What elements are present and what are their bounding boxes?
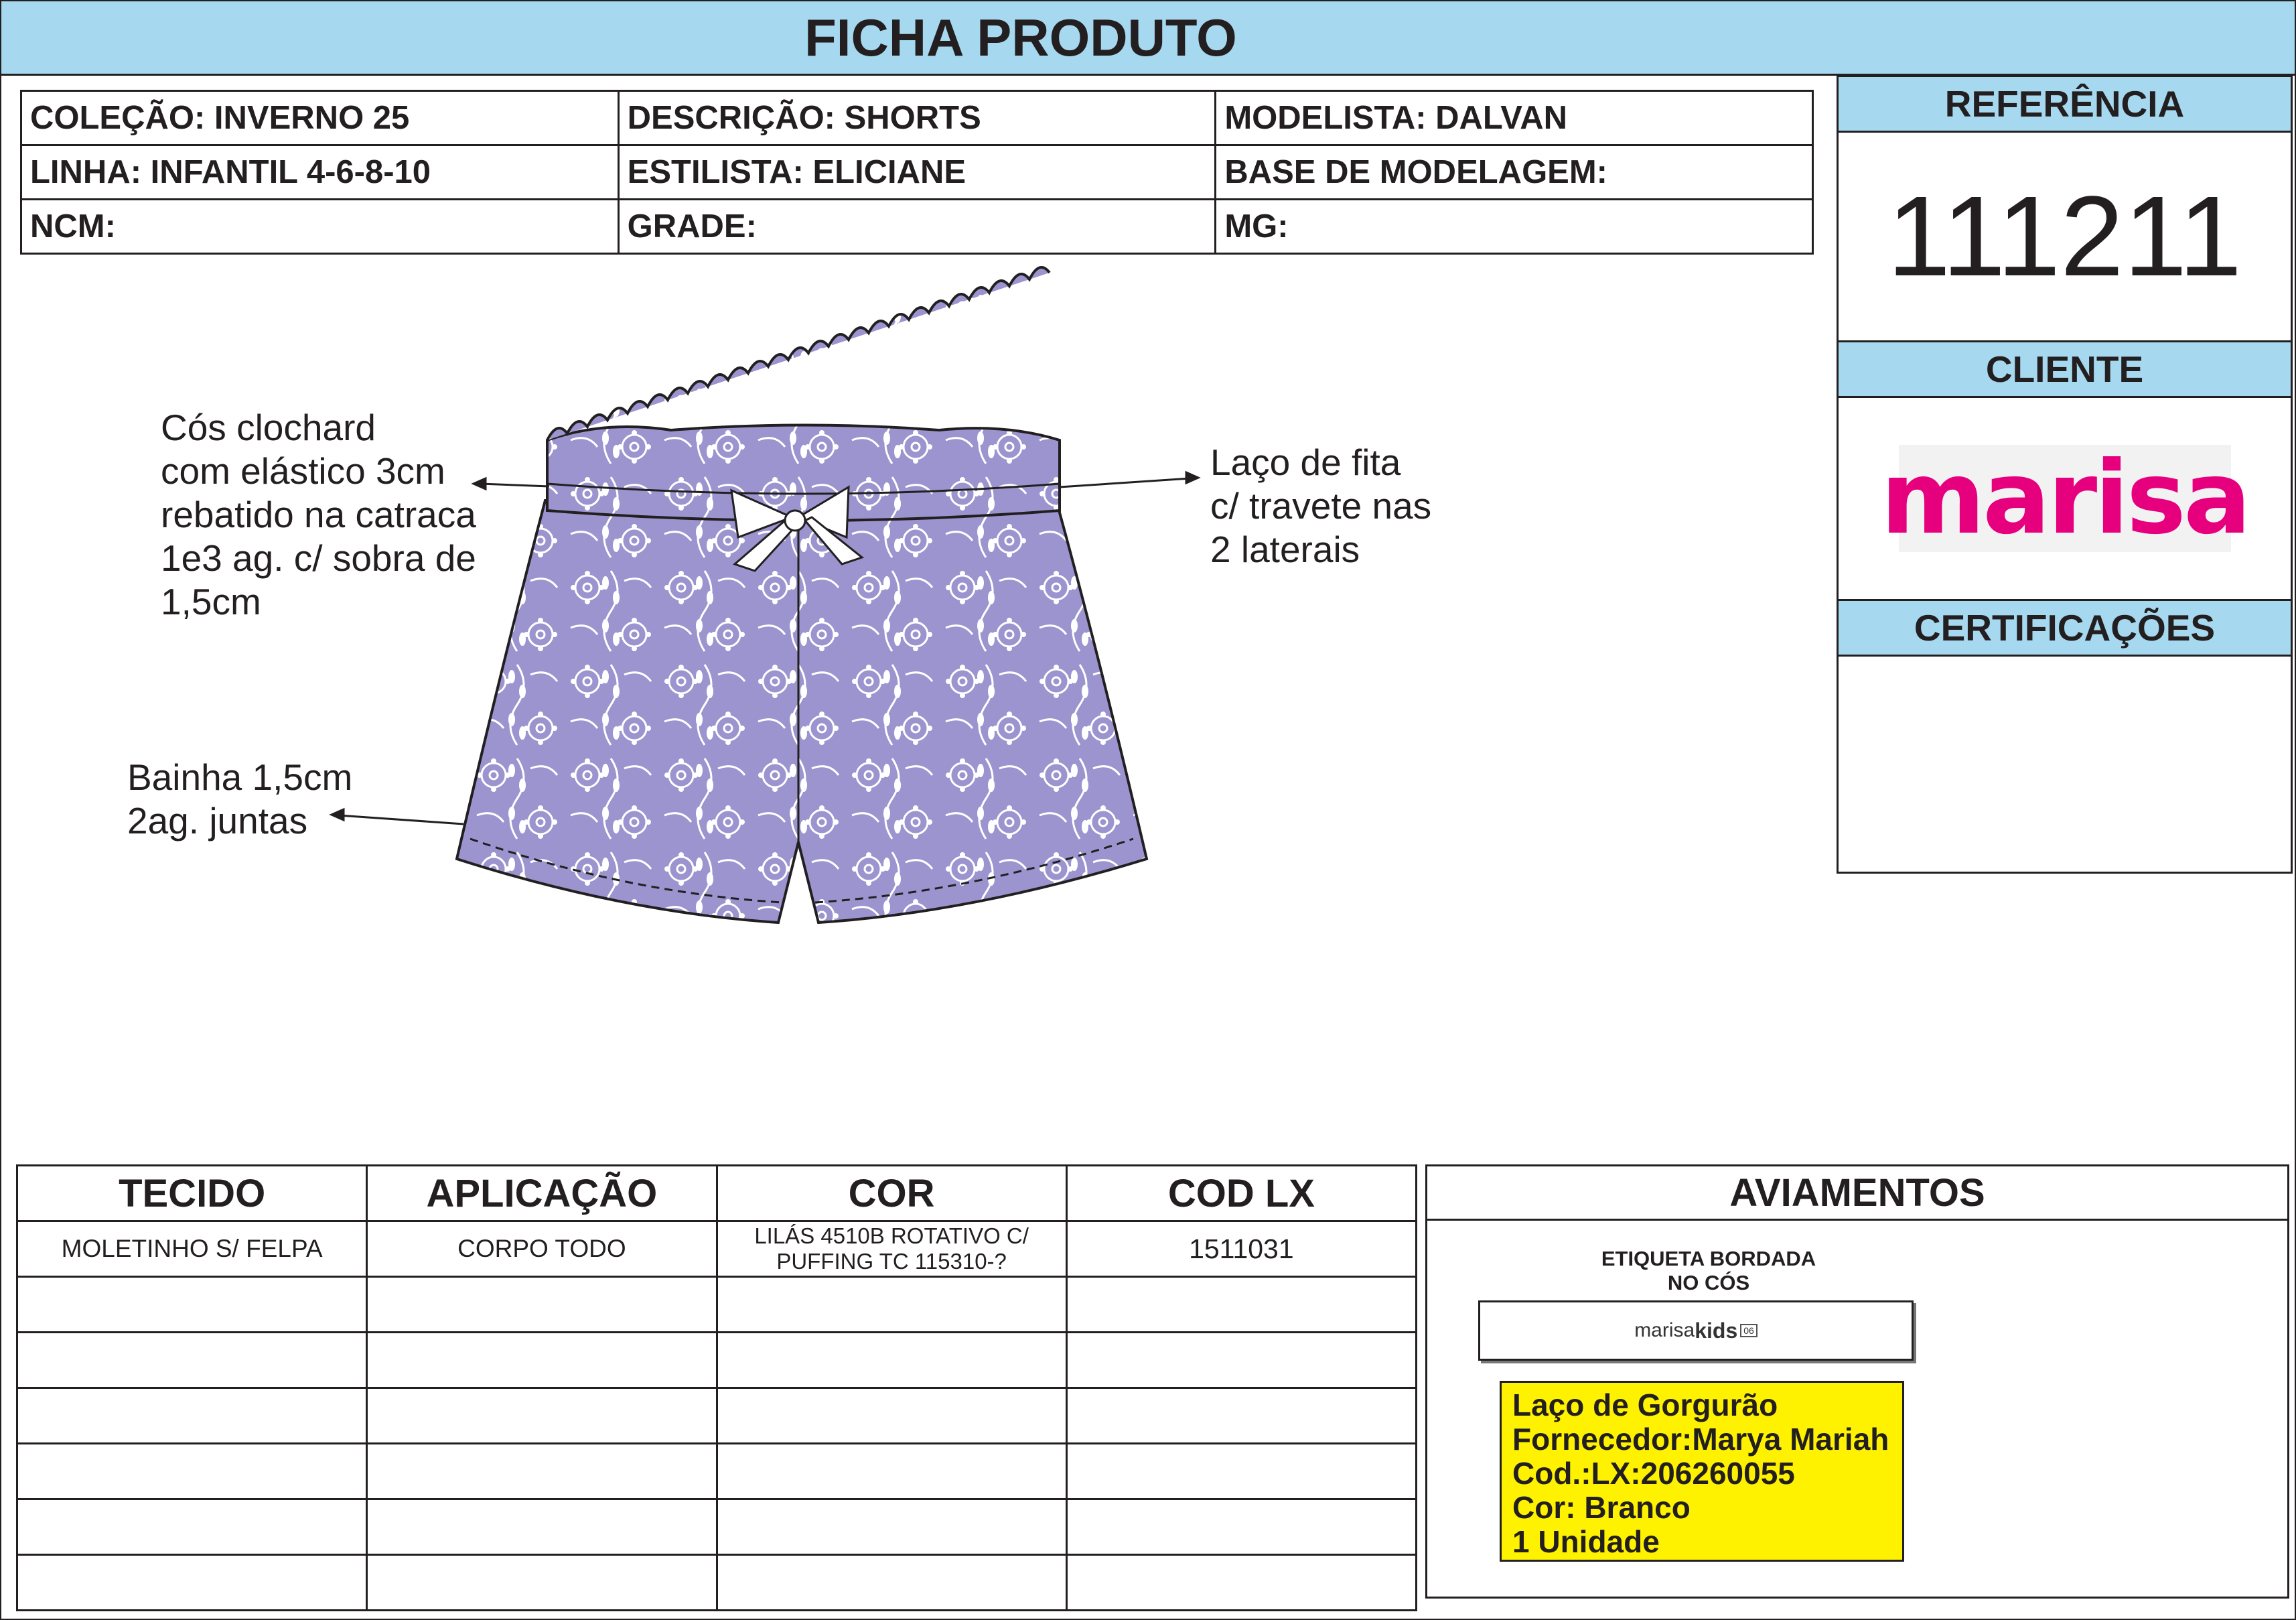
col-cor: COR xyxy=(717,1166,1066,1221)
empty-cell xyxy=(717,1444,1066,1499)
note-cos-clochard: Cós clochard com elástico 3cm rebatido na catraca 1e3 ag. c/ sobra de 1,5cm xyxy=(161,407,476,622)
empty-cell xyxy=(367,1333,717,1388)
empty-cell xyxy=(367,1499,717,1555)
table-row xyxy=(17,1333,1417,1388)
info-colecao: COLEÇÃO: INVERNO 25 xyxy=(21,91,619,145)
info-linha: LINHA: INFANTIL 4-6-8-10 xyxy=(21,145,619,200)
empty-cell xyxy=(717,1499,1066,1555)
etiqueta-title: ETIQUETA BORDADA NO CÓS xyxy=(1601,1247,1816,1294)
note-bainha: Bainha 1,5cm 2ag. juntas xyxy=(127,756,353,841)
empty-cell xyxy=(367,1388,717,1444)
empty-cell xyxy=(717,1388,1066,1444)
etiqueta-brand-kids: kids xyxy=(1695,1318,1738,1343)
table-row xyxy=(17,1221,1417,1277)
cliente-header: CLIENTE xyxy=(1839,340,2291,398)
etiqueta-brand: marisa xyxy=(1634,1319,1695,1341)
laco-line-2: Fornecedor:Marya Mariah xyxy=(1512,1422,1889,1457)
laco-line-4: Cor: Branco xyxy=(1512,1490,1691,1525)
empty-cell xyxy=(1066,1444,1416,1499)
info-base-modelagem: BASE DE MODELAGEM: xyxy=(1216,145,1813,200)
aviamentos-title: AVIAMENTOS xyxy=(1427,1166,2287,1221)
referencia-header: REFERÊNCIA xyxy=(1839,77,2291,133)
etiqueta-size: 06 xyxy=(1740,1324,1757,1337)
col-tecido: TECIDO xyxy=(17,1166,367,1221)
empty-cell xyxy=(367,1555,717,1611)
aviamentos-panel xyxy=(1425,1164,2289,1599)
referencia-value: 111211 xyxy=(1887,173,2242,300)
info-ncm: NCM: xyxy=(21,200,619,254)
table-row xyxy=(17,1499,1417,1555)
empty-cell xyxy=(17,1333,367,1388)
laco-line-1: Laço de Gorgurão xyxy=(1512,1388,1778,1422)
info-grade: GRADE: xyxy=(618,200,1216,254)
empty-cell xyxy=(1066,1499,1416,1555)
materials-table xyxy=(16,1164,1417,1611)
laco-line-5: 1 Unidade xyxy=(1512,1524,1660,1559)
col-aplicacao: APLICAÇÃO xyxy=(367,1166,717,1221)
empty-cell xyxy=(17,1444,367,1499)
empty-cell xyxy=(1066,1277,1416,1333)
empty-cell xyxy=(1066,1388,1416,1444)
laco-line-3: Cod.:LX:206260055 xyxy=(1512,1456,1795,1491)
cell-cor: LILÁS 4510B ROTATIVO C/ PUFFING TC 115310-? xyxy=(717,1221,1066,1277)
empty-cell xyxy=(17,1388,367,1444)
empty-cell xyxy=(1066,1555,1416,1611)
table-row xyxy=(17,1555,1417,1611)
empty-cell xyxy=(717,1277,1066,1333)
empty-cell xyxy=(1066,1333,1416,1388)
empty-cell xyxy=(17,1499,367,1555)
empty-cell xyxy=(367,1277,717,1333)
etiqueta-label xyxy=(1478,1300,1914,1361)
empty-cell xyxy=(17,1555,367,1611)
laco-note xyxy=(1500,1381,1904,1562)
table-row xyxy=(17,1277,1417,1333)
marisa-logo-text: marisa xyxy=(1880,440,2249,557)
table-row xyxy=(17,1444,1417,1499)
info-modelista: MODELISTA: DALVAN xyxy=(1216,91,1813,145)
info-estilista: ESTILISTA: ELICIANE xyxy=(618,145,1216,200)
empty-cell xyxy=(717,1555,1066,1611)
table-row xyxy=(17,1388,1417,1444)
cell-aplicacao: CORPO TODO xyxy=(367,1221,717,1277)
empty-cell xyxy=(367,1444,717,1499)
note-laco-fita: Laço de fita c/ travete nas 2 laterais xyxy=(1210,442,1432,570)
page-title: FICHA PRODUTO xyxy=(804,7,1237,67)
cell-cod-lx: 1511031 xyxy=(1066,1221,1416,1277)
shorts-body xyxy=(457,267,1147,923)
certificacoes-header: CERTIFICAÇÕES xyxy=(1839,599,2291,657)
col-cod-lx: COD LX xyxy=(1066,1166,1416,1221)
empty-cell xyxy=(17,1277,367,1333)
empty-cell xyxy=(717,1333,1066,1388)
info-descricao: DESCRIÇÃO: SHORTS xyxy=(618,91,1216,145)
cell-tecido: MOLETINHO S/ FELPA xyxy=(17,1221,367,1277)
info-mg: MG: xyxy=(1216,200,1813,254)
